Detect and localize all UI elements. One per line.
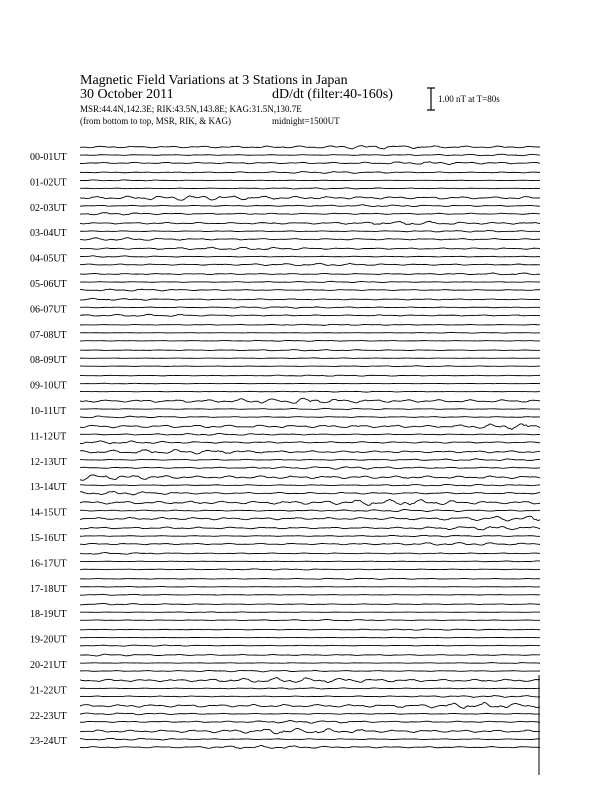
trace-msr	[80, 670, 540, 671]
trace-msr	[80, 340, 540, 341]
hour-label: 13-14UT	[30, 482, 67, 494]
trace-kag	[80, 221, 540, 224]
trace-msr	[80, 695, 540, 697]
trace-rik	[80, 180, 540, 181]
trace-msr	[80, 492, 540, 495]
trace-msr	[80, 366, 540, 367]
trace-msr	[80, 391, 540, 392]
hour-label: 12-13UT	[30, 456, 67, 468]
trace-rik	[80, 561, 540, 562]
trace-kag	[80, 398, 540, 403]
trace-kag	[80, 629, 540, 630]
hour-label: 20-21UT	[30, 660, 67, 671]
hour-label: 05-06UT	[30, 279, 67, 290]
trace-rik	[80, 713, 540, 715]
trace-rik	[80, 205, 540, 207]
trace-msr	[80, 289, 540, 291]
trace-kag	[80, 324, 540, 325]
trace-rik	[80, 408, 540, 409]
hour-label: 04-05UT	[30, 253, 67, 265]
trace-rik	[80, 484, 540, 486]
hour-label: 14-15UT	[30, 507, 67, 519]
hour-label: 10-11UT	[30, 406, 67, 417]
chart-title: Magnetic Field Variations at 3 Stations in Japan	[80, 73, 348, 88]
hour-label: 07-08UT	[30, 329, 67, 341]
chart-date: 30 October 2011	[80, 87, 174, 102]
hour-label: 06-07UT	[30, 304, 67, 316]
station-order-note: (from bottom to top, MSR, RIK, & KAG)	[80, 116, 232, 126]
trace-msr	[80, 441, 540, 444]
trace-msr	[80, 594, 540, 595]
hour-label: 15-16UT	[30, 533, 67, 544]
trace-kag	[80, 273, 540, 275]
hour-label: 08-09UT	[30, 355, 67, 367]
midnight-note: midnight=1500UT	[272, 116, 340, 126]
trace-kag	[80, 578, 540, 579]
trace-rik	[80, 637, 540, 638]
trace-msr	[80, 263, 540, 265]
trace-msr	[80, 721, 540, 724]
trace-kag	[80, 499, 540, 505]
trace-kag	[80, 728, 540, 733]
scale-bar-label: 1.00 nT at T=80s	[438, 94, 500, 104]
trace-msr	[80, 314, 540, 316]
trace-rik	[80, 509, 540, 511]
trace-msr	[80, 188, 540, 189]
trace-kag	[80, 146, 540, 149]
trace-kag	[80, 424, 540, 430]
trace-kag	[80, 654, 540, 656]
trace-kag	[80, 298, 540, 300]
trace-rik	[80, 663, 540, 664]
trace-rik	[80, 358, 540, 359]
trace-kag	[80, 527, 540, 530]
trace-kag	[80, 375, 540, 376]
trace-msr	[80, 516, 540, 521]
hour-label: 18-19UT	[30, 609, 67, 621]
trace-msr	[80, 569, 540, 570]
trace-msr	[80, 467, 540, 469]
trace-rik	[80, 535, 540, 537]
trace-rik	[80, 612, 540, 613]
hour-label: 02-03UT	[30, 202, 67, 214]
trace-kag	[80, 172, 540, 174]
trace-msr	[80, 619, 540, 620]
trace-kag	[80, 702, 540, 708]
trace-kag	[80, 350, 540, 351]
trace-rik	[80, 333, 540, 334]
trace-rik	[80, 307, 540, 308]
scale-bar	[427, 88, 435, 110]
trace-rik	[80, 230, 540, 232]
hour-label: 21-22UT	[30, 685, 67, 697]
hour-label: 03-04UT	[30, 228, 67, 240]
trace-kag	[80, 552, 540, 554]
trace-msr	[80, 543, 540, 546]
trace-kag	[80, 196, 540, 200]
hour-label: 01-02UT	[30, 177, 67, 189]
hour-label: 17-18UT	[30, 583, 67, 595]
trace-msr	[80, 745, 540, 748]
trace-msr	[80, 162, 540, 165]
trace-rik	[80, 587, 540, 588]
trace-rik	[80, 154, 540, 156]
trace-rik	[80, 688, 540, 689]
hour-label: 00-01UT	[30, 152, 67, 163]
hour-label: 16-17UT	[30, 558, 67, 570]
hour-label: 19-20UT	[30, 634, 67, 646]
trace-kag	[80, 247, 540, 249]
chart-component: dD/dt (filter:40-160s)	[272, 87, 393, 102]
hour-label: 11-12UT	[30, 431, 67, 443]
hour-label: 22-23UT	[30, 710, 67, 722]
trace-msr	[80, 416, 540, 418]
station-coordinates: MSR:44.4N,142.3E; RIK:43.5N,143.8E; KAG:31.5N,130.7E	[80, 104, 302, 114]
trace-msr	[80, 238, 540, 240]
trace-kag	[80, 475, 540, 480]
hour-label: 09-10UT	[30, 380, 67, 392]
trace-kag	[80, 678, 540, 683]
trace-kag	[80, 450, 540, 454]
hour-label: 23-24UT	[30, 736, 67, 748]
trace-msr	[80, 645, 540, 646]
trace-rik	[80, 459, 540, 461]
trace-rik	[80, 256, 540, 257]
trace-rik	[80, 738, 540, 740]
trace-msr	[80, 213, 540, 215]
trace-kag	[80, 604, 540, 605]
trace-rik	[80, 383, 540, 384]
trace-rik	[80, 433, 540, 435]
trace-rik	[80, 281, 540, 282]
